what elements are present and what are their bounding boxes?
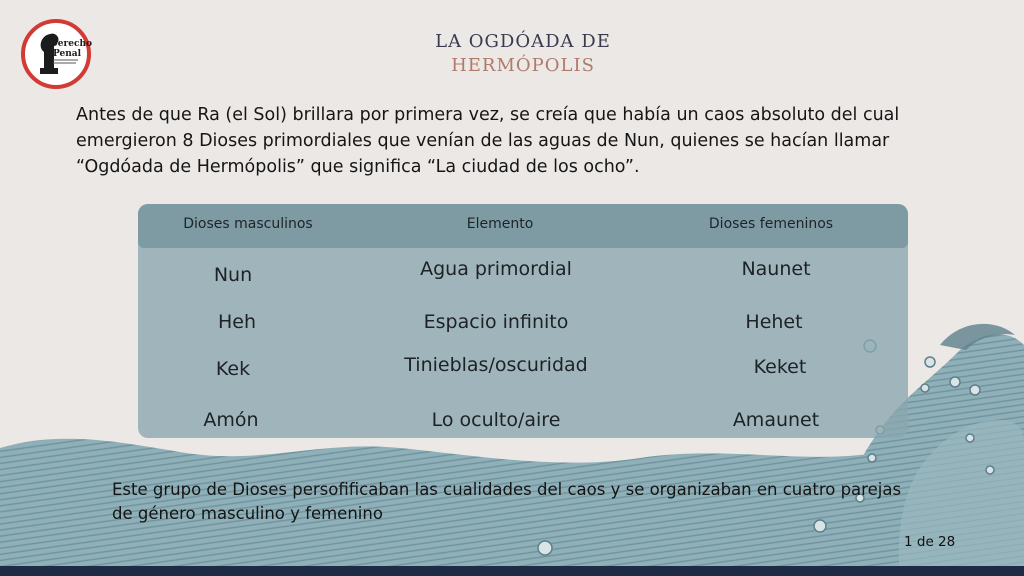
cell-element-1: Agua primordial — [420, 258, 572, 280]
cell-masculine-2: Heh — [217, 311, 257, 333]
summary-paragraph: Este grupo de Dioses persofificaban las cualidades del caos y se organizaban en cuatro parejas de género masculino y femenino — [112, 480, 902, 523]
header-masculine: Dioses masculinos — [183, 216, 313, 232]
derecho-penal-logo — [20, 18, 92, 90]
cell-element-3: Tinieblas/oscuridad — [404, 354, 588, 376]
header-feminine: Dioses femeninos — [708, 216, 834, 232]
header-element: Elemento — [466, 216, 534, 232]
cell-feminine-4: Amaunet — [732, 409, 820, 431]
slide-title — [330, 30, 716, 79]
gods-table — [138, 204, 908, 438]
title-line-2: HERMÓPOLIS — [451, 55, 595, 77]
title-line-1: LA OGDÓADA DE — [435, 31, 611, 52]
cell-masculine-3: Kek — [215, 358, 251, 380]
cell-element-4: Lo oculto/aire — [431, 409, 561, 431]
bottom-bar — [0, 566, 1024, 576]
svg-text:Penal: Penal — [53, 49, 82, 59]
svg-text:Derecho: Derecho — [50, 39, 92, 49]
cell-feminine-2: Hehet — [745, 311, 803, 333]
cell-masculine-1: Nun — [213, 264, 253, 286]
cell-masculine-4: Amón — [203, 409, 259, 431]
cell-feminine-1: Naunet — [741, 258, 811, 280]
cell-feminine-3: Keket — [753, 356, 807, 378]
page-indicator: 1 de 28 — [904, 534, 956, 550]
cell-element-2: Espacio infinito — [423, 311, 569, 333]
intro-paragraph: Antes de que Ra (el Sol) brillara por primera vez, se creía que había un caos absoluto del cual emergieron 8 Dioses primordiales que venían de las aguas de Nun, quienes se hacían llamar “Ogdóada de Hermópolis” que significa “La ciudad de los ocho”. — [76, 105, 900, 177]
